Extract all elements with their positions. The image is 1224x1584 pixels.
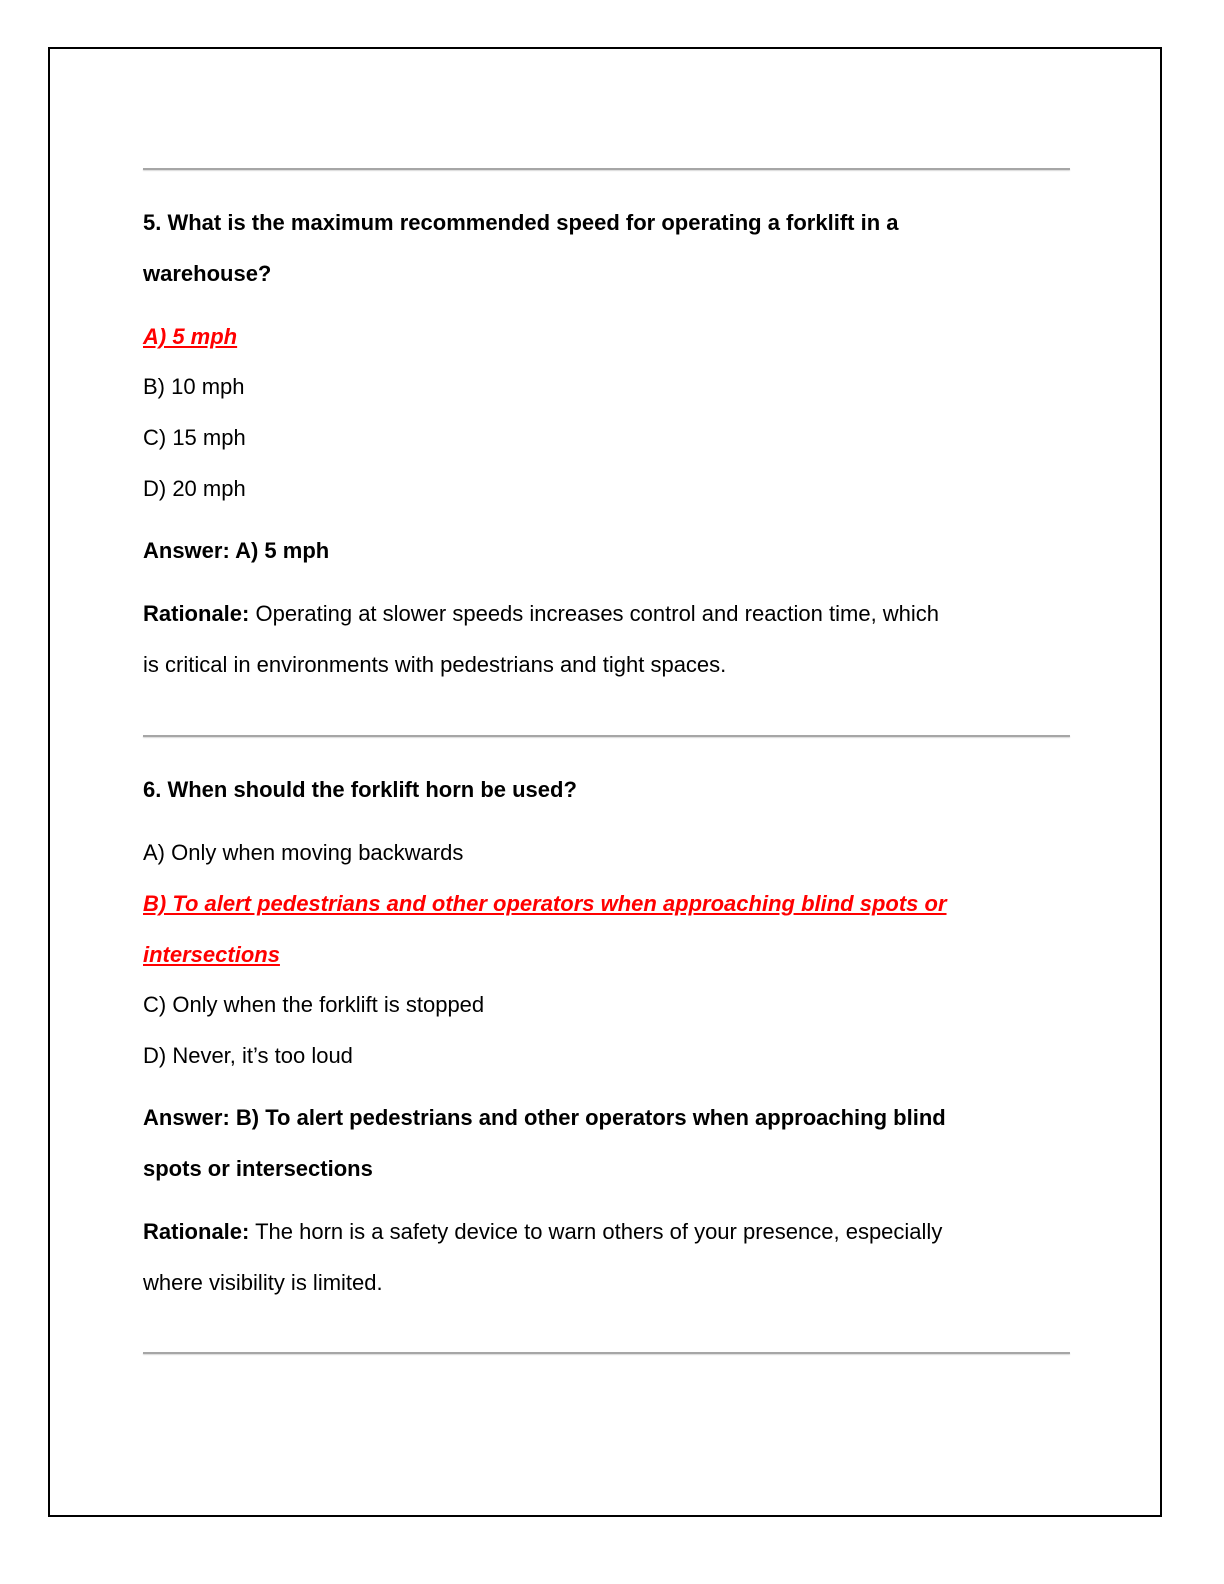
question-6-rationale-continued: where visibility is limited. bbox=[143, 1270, 383, 1295]
question-6-option-b-correct-continued: intersections bbox=[143, 942, 280, 967]
divider-bottom bbox=[143, 1352, 1070, 1354]
question-6-option-d: D) Never, it’s too loud bbox=[143, 1043, 353, 1068]
question-6-text: 6. When should the forklift horn be used? bbox=[143, 777, 577, 802]
question-5-option-b: B) 10 mph bbox=[143, 374, 245, 399]
rationale-label: Rationale: bbox=[143, 601, 250, 626]
rationale-text: Operating at slower speeds increases control and reaction time, which bbox=[249, 601, 940, 626]
question-5-option-c: C) 15 mph bbox=[143, 425, 246, 450]
rationale-text: The horn is a safety device to warn others of your presence, especially bbox=[249, 1219, 943, 1244]
question-5-option-a-correct: A) 5 mph bbox=[143, 324, 238, 349]
question-5-text-continued: warehouse? bbox=[143, 261, 272, 286]
question-6-rationale bbox=[143, 1217, 942, 1247]
question-5-option-d: D) 20 mph bbox=[143, 476, 246, 501]
rationale-label: Rationale: bbox=[143, 1219, 250, 1244]
question-6-option-c: C) Only when the forklift is stopped bbox=[143, 992, 485, 1017]
question-5-text: 5. What is the maximum recommended speed for operating a forklift in a bbox=[143, 210, 899, 235]
question-5-answer: Answer: A) 5 mph bbox=[143, 538, 330, 563]
question-6-answer: Answer: B) To alert pedestrians and other operators when approaching blind bbox=[143, 1105, 946, 1130]
question-5-rationale bbox=[143, 599, 939, 629]
divider-middle bbox=[143, 735, 1070, 737]
question-6-option-a: A) Only when moving backwards bbox=[143, 840, 464, 865]
divider-top bbox=[143, 168, 1070, 170]
question-5-rationale-continued: is critical in environments with pedestrians and tight spaces. bbox=[143, 652, 727, 677]
question-6-answer-continued: spots or intersections bbox=[143, 1156, 373, 1181]
question-6-option-b-correct: B) To alert pedestrians and other operators when approaching blind spots or bbox=[143, 891, 947, 916]
